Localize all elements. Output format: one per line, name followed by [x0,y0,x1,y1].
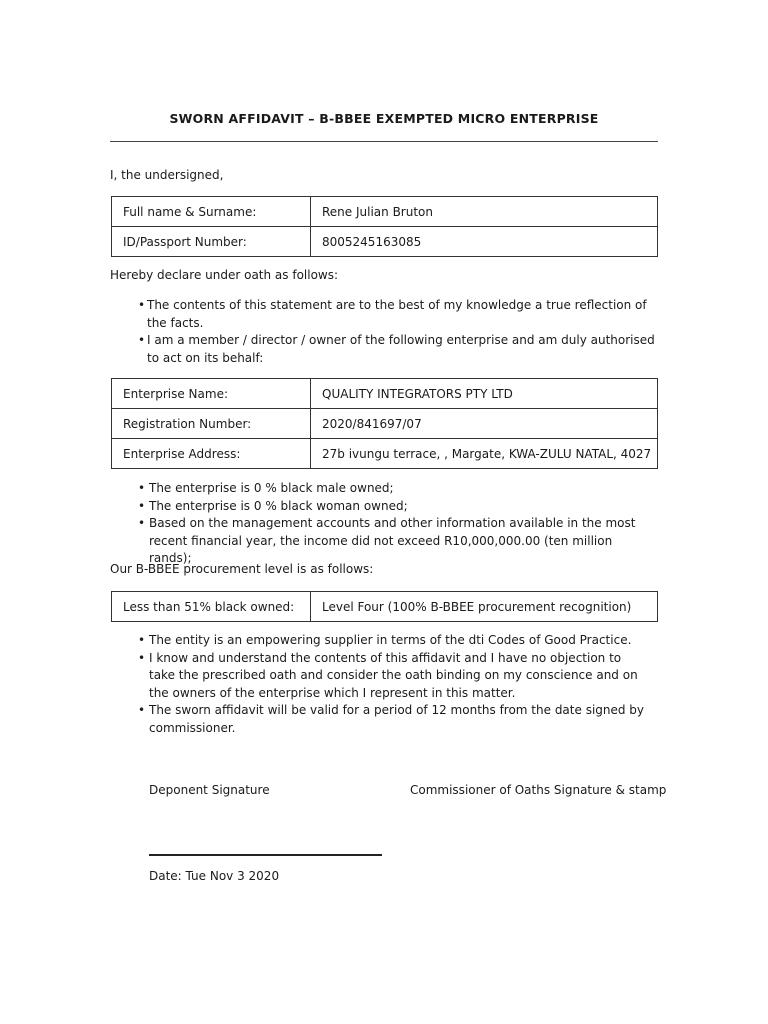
list-item [136,498,656,516]
registration-number-label: Registration Number: [112,409,311,439]
enterprise-details-table [111,378,658,469]
signature-date: Date: Tue Nov 3 2020 [149,869,280,883]
ownership-threshold-label: Less than 51% black owned: [112,592,311,622]
bullet-icon: • [138,703,146,717]
table-row [112,592,658,622]
full-name-label: Full name & Surname: [112,197,311,227]
list-item [136,515,656,568]
ownership-text: The enterprise is 0 % black male owned; [149,481,394,495]
enterprise-address-value: 27b ivungu terrace, , Margate, KWA-ZULU NATAL, 4027 [311,439,658,469]
person-details-table [111,196,658,257]
procurement-level-value: Level Four (100% B-BBEE procurement recognition) [311,592,658,622]
ownership-list [136,480,656,568]
procurement-heading: Our B-BBEE procurement level is as follows: [110,562,374,576]
statement-text: The sworn affidavit will be valid for a period of 12 months from the date signed by commissioner. [149,703,645,735]
bullet-icon: • [138,333,146,347]
title-divider [110,141,658,142]
bullet-icon: • [138,650,146,665]
deponent-signature-label: Deponent Signature [149,783,270,797]
table-row [112,409,658,439]
signature-line [149,854,382,856]
registration-number-value: 2020/841697/07 [311,409,658,439]
bullet-icon: • [138,498,146,513]
table-row [112,439,658,469]
final-statements-list [136,632,646,737]
id-number-value: 8005245163085 [311,227,658,257]
enterprise-name-value: QUALITY INTEGRATORS PTY LTD [311,379,658,409]
document-title: SWORN AFFIDAVIT – B-BBEE EXEMPTED MICRO ENTERPRISE [169,111,599,126]
declaration-text: The contents of this statement are to the best of my knowledge a true reflection of the facts. [147,298,647,330]
list-item [136,632,646,650]
bullet-icon: • [138,516,146,530]
enterprise-address-label: Enterprise Address: [112,439,311,469]
list-item [136,702,646,737]
statement-text: The entity is an empowering supplier in terms of the dti Codes of Good Practice. [149,633,632,647]
enterprise-name-label: Enterprise Name: [112,379,311,409]
declarations-list [136,297,666,367]
ownership-text: Based on the management accounts and other information available in the most recent financial year, the income did not exceed R10,000,000.00 (ten million rands); [149,516,636,565]
table-row [112,197,658,227]
procurement-level-table [111,591,658,622]
table-row [112,227,658,257]
full-name-value: Rene Julian Bruton [311,197,658,227]
list-item [136,480,656,498]
intro-text: I, the undersigned, [110,168,224,182]
declaration-text: I am a member / director / owner of the following enterprise and am duly authorised to act on its behalf: [147,333,655,365]
bullet-icon: • [138,481,146,495]
list-item [136,650,646,703]
table-row [112,379,658,409]
list-item [136,332,666,367]
commissioner-signature-label: Commissioner of Oaths Signature & stamp [410,783,667,797]
declare-heading: Hereby declare under oath as follows: [110,268,339,282]
bullet-icon: • [138,633,146,647]
statement-text: I know and understand the contents of this affidavit and I have no objection to take the prescribed oath and consider the oath binding on my conscience and on the owners of the enterprise which I represent in this matter. [149,650,638,700]
list-item [136,297,666,332]
id-number-label: ID/Passport Number: [112,227,311,257]
bullet-icon: • [138,298,146,312]
ownership-text: The enterprise is 0 % black woman owned; [149,498,408,513]
